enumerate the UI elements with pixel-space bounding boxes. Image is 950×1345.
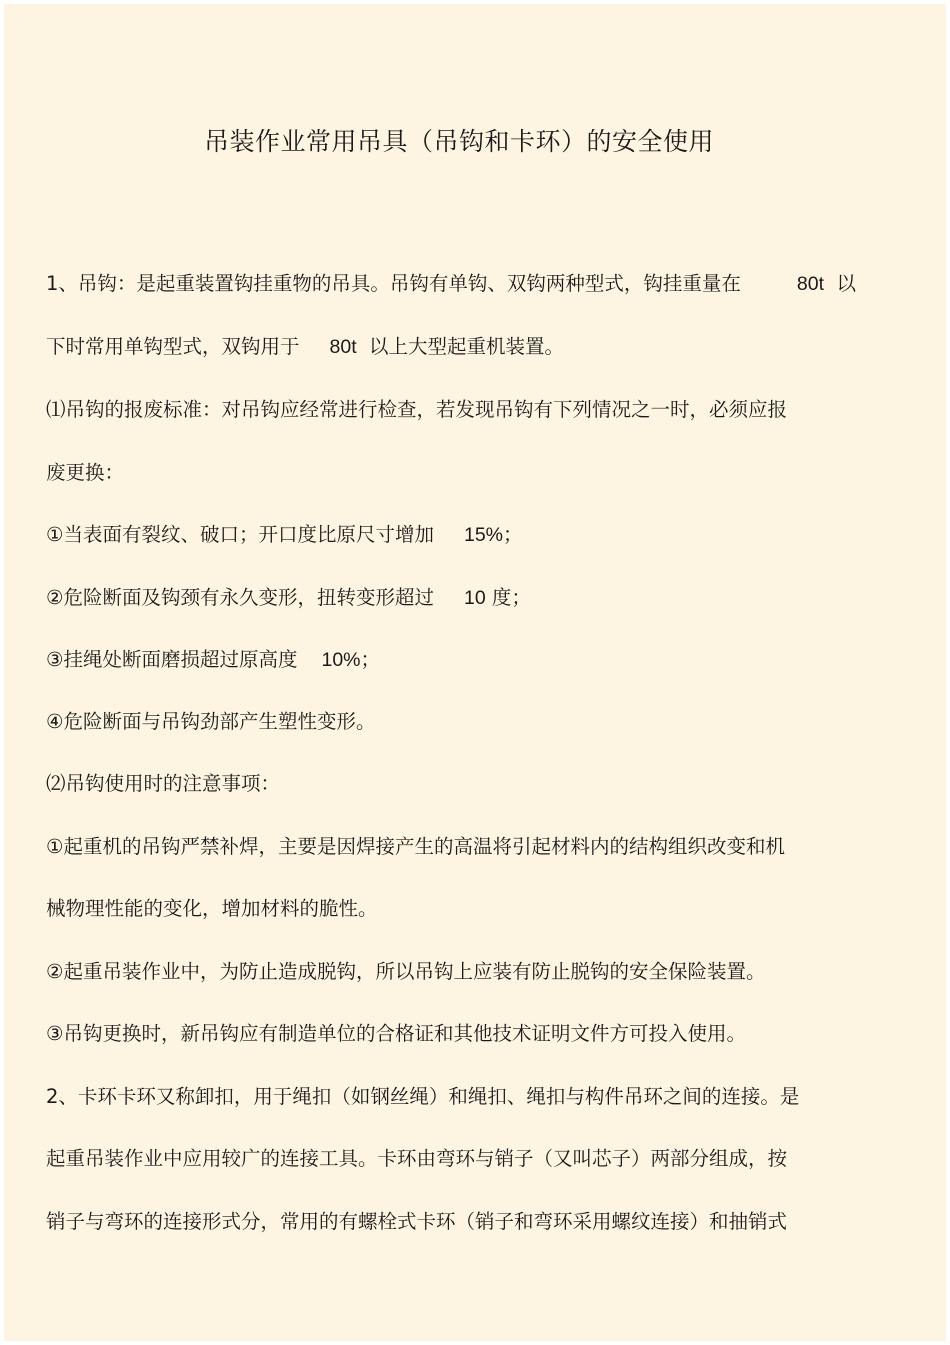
paragraph-line — [46, 707, 375, 737]
line-number: 15% — [463, 524, 504, 546]
paragraph-line — [46, 1144, 787, 1174]
line-text-tail: ； — [503, 523, 523, 546]
paragraph-line — [46, 332, 564, 362]
line-text: 械物理性能的变化，增加材料的脆性。 — [46, 897, 378, 920]
paragraph-line — [46, 458, 124, 488]
document-page — [4, 4, 946, 1341]
paragraph-line — [46, 583, 531, 613]
line-number: 80t — [329, 336, 357, 358]
paragraph-line — [46, 1207, 787, 1237]
line-text: ④危险断面与吊钩劲部产生塑性变形。 — [46, 710, 376, 733]
line-text-tail: 以上大型起重机装置。 — [369, 335, 565, 358]
paragraph-line — [46, 645, 380, 675]
paragraph-line — [46, 520, 523, 550]
line-text: ⑴吊钩的报废标准：对吊钩应经常进行检查，若发现吊钩有下列情况之一时，必须应报 — [46, 398, 788, 421]
line-text: ⑵吊钩使用时的注意事项： — [46, 772, 281, 795]
line-text: ③挂绳处断面磨损超过原高度 — [46, 648, 298, 671]
line-number: 80t — [796, 273, 825, 295]
line-text: ①当表面有裂纹、破口；开口度比原尺寸增加 — [46, 523, 434, 546]
line-text: 废更换： — [46, 461, 125, 484]
paragraph-line — [46, 769, 280, 799]
paragraph-line — [46, 395, 787, 425]
paragraph-line — [46, 1019, 746, 1049]
paragraph-line — [46, 1082, 799, 1112]
line-text: ②危险断面及钩颈有永久变形，扭转变形超过 — [46, 586, 434, 609]
paragraph-line — [46, 894, 378, 924]
paragraph-line — [46, 957, 765, 987]
line-number: 10% — [321, 649, 361, 671]
line-text-tail: 度； — [491, 586, 531, 609]
line-text: ③吊钩更换时，新吊钩应有制造单位的合格证和其他技术证明文件方可投入使用。 — [46, 1022, 746, 1045]
paragraph-line — [46, 832, 785, 862]
line-text: 2、卡环卡环又称卸扣，用于绳扣（如钢丝绳）和绳扣、绳扣与构件吊环之间的连接。是 — [46, 1085, 800, 1108]
line-text-tail: ； — [360, 648, 381, 671]
line-text: ①起重机的吊钩严禁补焊，主要是因焊接产生的高温将引起材料内的结构组织改变和机 — [46, 835, 785, 858]
line-text: 销子与弯环的连接形式分，常用的有螺栓式卡环（销子和弯环采用螺纹连接）和抽销式 — [46, 1210, 788, 1233]
line-text: 起重吊装作业中应用较广的连接工具。卡环由弯环与销子（又叫芯子）两部分组成，按 — [46, 1147, 788, 1170]
line-text-tail: 以 — [836, 272, 856, 295]
paragraph-line — [46, 269, 856, 299]
line-text: 1、吊钩：是起重装置钩挂重物的吊具。吊钩有单钩、双钩两种型式，钩挂重量在 — [46, 272, 741, 295]
page-title: 吊装作业常用吊具（吊钩和卡环）的安全使用 — [203, 127, 714, 156]
line-text: 下时常用单钩型式，双钩用于 — [46, 335, 300, 358]
line-number: 10 — [463, 587, 486, 609]
line-text: ②起重吊装作业中，为防止造成脱钩，所以吊钩上应装有防止脱钩的安全保险装置。 — [46, 960, 766, 983]
